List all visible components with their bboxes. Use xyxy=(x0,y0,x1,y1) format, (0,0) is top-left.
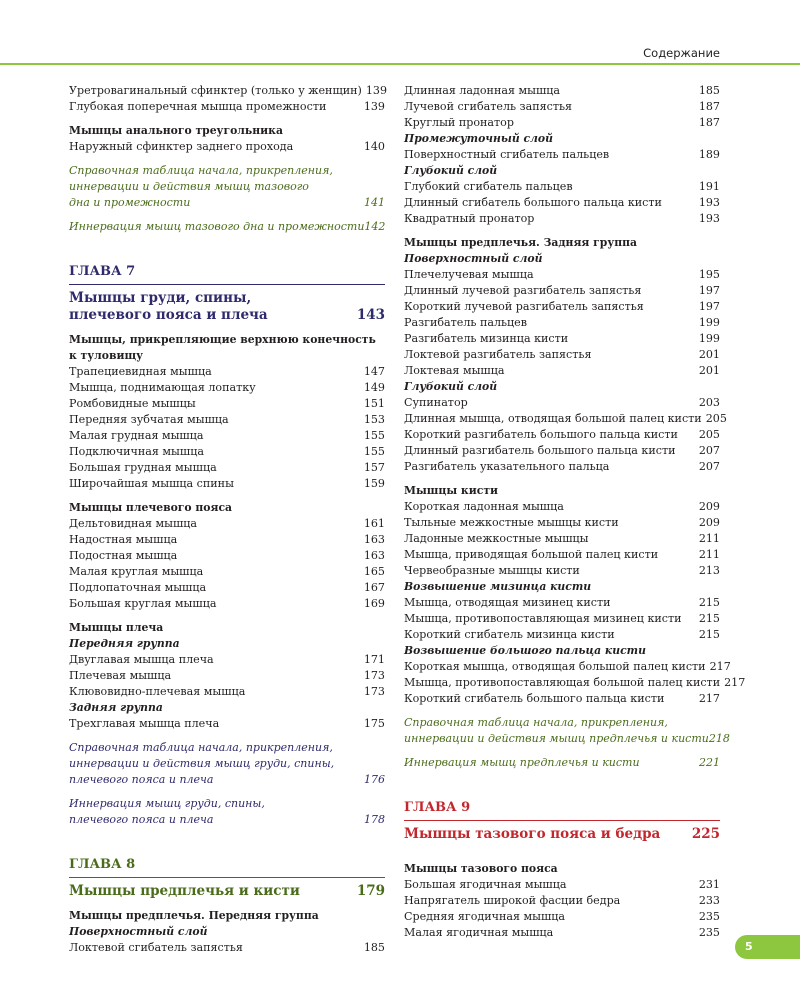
toc-entry[interactable] xyxy=(404,459,720,475)
chapter-8-title[interactable] xyxy=(69,883,385,900)
toc-entry-page: 155 xyxy=(363,429,385,443)
toc-entry-label: Ладонные межкостные мышцы xyxy=(404,532,589,545)
toc-entry[interactable] xyxy=(404,211,720,227)
subsection-anterior-group: Передняя группа xyxy=(69,637,180,651)
toc-entry[interactable] xyxy=(69,476,385,492)
subsection-hypothenar: Возвышение мизинца кисти xyxy=(404,580,592,593)
toc-entry-page: 139 xyxy=(365,84,388,97)
list-back-2 xyxy=(404,395,727,475)
toc-entry[interactable] xyxy=(69,940,385,956)
ref-line-text: Справочная таблица начала, прикрепления, xyxy=(69,741,333,755)
list-ch7-3a xyxy=(69,652,385,700)
chapter-7-rule xyxy=(69,284,385,285)
ref-line-text: плечевого пояса и плеча xyxy=(69,813,214,827)
toc-entry-page: 231 xyxy=(698,878,720,892)
toc-entry-label: Глубокая поперечная мышца промежности xyxy=(69,100,327,113)
ref-table-ch7[interactable] xyxy=(69,740,385,788)
toc-entry-page: 147 xyxy=(363,365,385,379)
toc-entry-label: Подключичная мышца xyxy=(69,445,204,459)
toc-entry-label: Глубокий сгибатель пальцев xyxy=(404,180,573,193)
toc-entry-page: 159 xyxy=(363,477,385,491)
toc-entry[interactable] xyxy=(404,563,720,579)
toc-entry-label: Ромбовидные мышцы xyxy=(69,397,196,411)
toc-entry[interactable] xyxy=(69,532,385,548)
toc-entry-label: Длинная ладонная мышца xyxy=(404,84,561,97)
toc-entry-label: Короткая мышца, отводящая большой палец кисти xyxy=(404,660,706,673)
toc-entry[interactable] xyxy=(69,516,385,532)
chapter-title-text: плечевого пояса и плеча xyxy=(69,307,268,324)
toc-entry-label: Локтевой разгибатель запястья xyxy=(404,348,592,361)
toc-entry[interactable] xyxy=(404,195,720,211)
toc-entry[interactable] xyxy=(69,684,385,700)
toc-entry-label: Передняя зубчатая мышца xyxy=(69,413,229,427)
toc-entry-page: 201 xyxy=(698,364,720,377)
chapter-8-label: ГЛАВА 8 xyxy=(69,857,136,873)
toc-entry-page: 187 xyxy=(698,100,720,113)
section-title-line: к туловищу xyxy=(69,349,144,363)
toc-entry[interactable] xyxy=(404,395,720,411)
toc-entry-page: 199 xyxy=(698,332,720,345)
toc-entry[interactable] xyxy=(404,115,720,131)
toc-entry-label: Подостная мышца xyxy=(69,549,178,563)
ref-page: 178 xyxy=(364,813,385,827)
toc-entry-page: 155 xyxy=(363,445,385,459)
list-forearm-deep xyxy=(404,179,720,227)
toc-entry-label: Тыльные межкостные мышцы кисти xyxy=(404,516,619,529)
toc-entry-page: 201 xyxy=(698,348,720,361)
toc-entry[interactable] xyxy=(69,460,385,476)
subsection-intermediate: Промежуточный слой xyxy=(404,132,553,145)
chapter-9-label: ГЛАВА 9 xyxy=(404,800,471,815)
ref-line-text: иннервации и действия мышц предплечья и кисти xyxy=(404,732,709,745)
toc-entry-page: 171 xyxy=(363,653,385,667)
toc-entry-label: Малая ягодичная мышца xyxy=(404,926,554,940)
ref-innervation-pelvic-floor[interactable] xyxy=(69,219,385,235)
toc-entry-page: 139 xyxy=(363,100,385,113)
toc-entry-page: 205 xyxy=(705,412,727,425)
toc-entry-page: 185 xyxy=(363,941,385,955)
toc-entry-label: Уретровагинальный сфинктер (только у женщин) xyxy=(69,84,362,97)
ref-line-text: иннервации и действия мышц груди, спины, xyxy=(69,757,335,771)
ref-innervation-ch8[interactable] xyxy=(404,755,720,771)
toc-entry-page: 195 xyxy=(698,268,720,281)
chapter-title-text: Мышцы тазового пояса и бедра xyxy=(404,826,661,843)
toc-entry[interactable] xyxy=(404,627,720,643)
toc-entry-label: Плечелучевая мышца xyxy=(404,268,534,281)
ref-line-text: иннервации и действия мышц тазового xyxy=(69,180,309,193)
toc-entry[interactable] xyxy=(404,283,720,299)
toc-entry-label: Двуглавая мышца плеча xyxy=(69,653,214,667)
toc-entry-label: Мышца, приводящая большой палец кисти xyxy=(404,548,659,561)
subsection-back-superficial: Поверхностный слой xyxy=(404,252,543,265)
section-forearm-back-title: Мышцы предплечья. Задняя группа xyxy=(404,236,638,249)
subsection-superficial: Поверхностный слой xyxy=(69,925,208,939)
toc-entry-page: 151 xyxy=(363,397,385,411)
toc-entry-label: Разгибатель мизинца кисти xyxy=(404,332,569,345)
toc-entry-label: Супинатор xyxy=(404,396,468,409)
chapter-9 xyxy=(404,799,720,843)
toc-entry-page: 213 xyxy=(698,564,720,577)
chapter-page: 179 xyxy=(356,883,385,900)
chapter-8 xyxy=(69,856,385,900)
toc-entry-label: Плечевая мышца xyxy=(69,669,172,683)
section-title-line: Мышцы, прикрепляющие верхнюю конечность xyxy=(69,333,376,347)
toc-entry-label: Надостная мышца xyxy=(69,533,178,547)
toc-entry-label: Клювовидно-плечевая мышца xyxy=(69,685,246,699)
toc-entry[interactable] xyxy=(404,411,727,427)
toc-entry-label: Мышца, отводящая мизинец кисти xyxy=(404,596,611,609)
toc-entry[interactable] xyxy=(404,515,720,531)
toc-entry-page: 161 xyxy=(363,517,385,531)
chapter-title-text: Мышцы груди, спины, xyxy=(69,290,252,307)
section-ch7-3-title: Мышцы плеча xyxy=(69,621,164,635)
toc-entry[interactable] xyxy=(69,364,385,380)
toc-entry-label: Локтевой сгибатель запястья xyxy=(69,941,243,955)
toc-entry-page: 235 xyxy=(698,910,720,924)
section-hand-title: Мышцы кисти xyxy=(404,484,499,497)
toc-right-column xyxy=(404,83,746,941)
section-ch8-front-title: Мышцы предплечья. Передняя группа xyxy=(69,909,319,923)
toc-left-column xyxy=(69,83,388,956)
toc-entry-page: 233 xyxy=(698,894,720,908)
toc-entry[interactable] xyxy=(69,139,385,155)
toc-entry-page: 187 xyxy=(698,116,720,129)
toc-entry-page: 189 xyxy=(698,148,720,161)
toc-entry-label: Большая грудная мышца xyxy=(69,461,217,475)
toc-entry[interactable] xyxy=(404,347,720,363)
toc-entry-label: Короткий сгибатель большого пальца кисти xyxy=(404,692,665,705)
toc-entry-page: 157 xyxy=(363,461,385,475)
toc-entry-page: 175 xyxy=(363,717,385,731)
list-ch7-3b xyxy=(69,716,385,732)
subsection-deep: Глубокий слой xyxy=(404,164,498,177)
toc-entry[interactable] xyxy=(404,267,720,283)
toc-entry-label: Малая круглая мышца xyxy=(69,565,204,579)
list-hand-1 xyxy=(404,595,720,643)
toc-entry-page: 209 xyxy=(698,500,720,513)
toc-entry-label: Длинный разгибатель большого пальца кисти xyxy=(404,444,676,457)
toc-entry[interactable] xyxy=(404,925,720,941)
ref-line-text: Справочная таблица начала, прикрепления, xyxy=(69,164,333,177)
chapter-title-text: Мышцы предплечья и кисти xyxy=(69,883,300,900)
chapter-7-title[interactable] xyxy=(69,290,385,324)
chapter-9-rule xyxy=(404,820,720,821)
toc-entry-page: 165 xyxy=(363,565,385,579)
section-pelvic-girdle-title: Мышцы тазового пояса xyxy=(404,862,558,876)
ref-innervation-ch7[interactable] xyxy=(69,796,385,828)
toc-entry[interactable] xyxy=(404,675,746,691)
toc-entry-page: 203 xyxy=(698,396,720,409)
toc-entry-page: 209 xyxy=(698,516,720,529)
toc-entry-page: 185 xyxy=(698,84,720,97)
toc-entry[interactable] xyxy=(404,893,720,909)
toc-entry-page: 169 xyxy=(363,597,385,611)
toc-entry[interactable] xyxy=(404,315,720,331)
toc-entry-label: Разгибатель указательного пальца xyxy=(404,460,610,473)
ref-page: 221 xyxy=(699,756,720,769)
toc-entry-page: 153 xyxy=(363,413,385,427)
toc-entry-page: 207 xyxy=(698,460,720,473)
toc-entry[interactable] xyxy=(404,363,720,379)
chapter-7-label: ГЛАВА 7 xyxy=(69,264,136,279)
toc-entry[interactable] xyxy=(69,99,385,115)
toc-entry-label: Подлопаточная мышца xyxy=(69,581,207,595)
toc-entry-page: 205 xyxy=(698,428,720,441)
toc-entry-label: Мышца, противопоставляющая большой палец кисти xyxy=(404,676,721,689)
toc-entry[interactable] xyxy=(404,691,720,707)
ref-line-text: дна и промежности xyxy=(69,196,191,209)
toc-entry-page: 167 xyxy=(363,581,385,595)
toc-entry[interactable] xyxy=(404,443,720,459)
toc-entry-label: Трехглавая мышца плеча xyxy=(69,717,220,731)
toc-entry-page: 163 xyxy=(363,549,385,563)
toc-entry[interactable] xyxy=(69,444,385,460)
toc-entry-page: 215 xyxy=(698,612,720,625)
toc-entry-page: 149 xyxy=(363,381,385,395)
toc-entry-label: Короткий лучевой разгибатель запястья xyxy=(404,300,644,313)
toc-entry[interactable] xyxy=(69,428,385,444)
toc-entry-page: 235 xyxy=(698,926,720,940)
toc-entry[interactable] xyxy=(69,652,385,668)
chapter-page: 143 xyxy=(356,307,385,324)
toc-entry-page: 215 xyxy=(698,628,720,641)
toc-entry-page: 217 xyxy=(709,660,731,673)
section-anal-title: Мышцы анального треугольника xyxy=(69,124,283,137)
toc-entry-label: Малая грудная мышца xyxy=(69,429,204,443)
toc-entry[interactable] xyxy=(69,668,385,684)
subsection-posterior-group: Задняя группа xyxy=(69,701,163,715)
ref-table-ch8[interactable] xyxy=(404,715,730,747)
toc-entry-label: Длинный сгибатель большого пальца кисти xyxy=(404,196,662,209)
toc-entry-label: Круглый пронатор xyxy=(404,116,514,129)
toc-entry-page: 199 xyxy=(698,316,720,329)
toc-entry-page: 197 xyxy=(698,284,720,297)
toc-entry-label: Короткий сгибатель мизинца кисти xyxy=(404,628,615,641)
toc-entry-label: Разгибатель пальцев xyxy=(404,316,527,329)
toc-entry-page: 163 xyxy=(363,533,385,547)
toc-entry-page: 140 xyxy=(363,140,385,153)
toc-entry-page: 193 xyxy=(698,212,720,225)
toc-entry[interactable] xyxy=(404,547,720,563)
page-number-badge: 5 xyxy=(735,935,800,959)
subsection-thenar: Возвышение большого пальца кисти xyxy=(404,644,646,657)
list-ch9 xyxy=(404,877,720,941)
list-forearm-a xyxy=(404,83,720,131)
list-ch7-1 xyxy=(69,364,385,492)
ref-table-pelvic-floor[interactable] xyxy=(69,163,385,211)
list-top xyxy=(69,83,388,115)
toc-entry[interactable] xyxy=(404,499,720,515)
toc-entry[interactable] xyxy=(404,611,720,627)
list-hand-2 xyxy=(404,659,746,707)
toc-entry[interactable] xyxy=(404,595,720,611)
chapter-8-rule xyxy=(69,877,385,878)
toc-entry-label: Средняя ягодичная мышца xyxy=(404,910,566,924)
toc-entry-page: 191 xyxy=(698,180,720,193)
toc-entry-label: Длинная мышца, отводящая большой палец кисти xyxy=(404,412,702,425)
toc-entry-label: Трапециевидная мышца xyxy=(69,365,212,379)
toc-entry-label: Длинный лучевой разгибатель запястья xyxy=(404,284,642,297)
chapter-9-title[interactable] xyxy=(404,826,720,843)
toc-entry[interactable] xyxy=(69,548,385,564)
toc-entry[interactable] xyxy=(69,412,385,428)
toc-entry-label: Локтевая мышца xyxy=(404,364,505,377)
toc-entry-label: Большая ягодичная мышца xyxy=(404,878,567,892)
toc-entry-label: Червеобразные мышцы кисти xyxy=(404,564,580,577)
toc-entry-label: Поверхностный сгибатель пальцев xyxy=(404,148,610,161)
toc-entry-label: Дельтовидная мышца xyxy=(69,517,198,531)
toc-entry[interactable] xyxy=(404,147,720,163)
ref-line-text: Справочная таблица начала, прикрепления, xyxy=(404,716,668,729)
toc-entry[interactable] xyxy=(404,659,731,675)
ref-page: 218 xyxy=(708,732,730,745)
subsection-back-deep: Глубокий слой xyxy=(404,380,498,393)
toc-entry-page: 215 xyxy=(698,596,720,609)
toc-entry[interactable] xyxy=(69,596,385,612)
toc-entry-label: Большая круглая мышца xyxy=(69,597,217,611)
ref-page: 176 xyxy=(364,773,385,787)
toc-entry[interactable] xyxy=(69,580,385,596)
toc-entry-label: Напрягатель широкой фасции бедра xyxy=(404,894,621,908)
running-head: Содержание xyxy=(643,46,720,60)
ref-line-text: плечевого пояса и плеча xyxy=(69,773,214,787)
toc-entry-page: 211 xyxy=(698,532,720,545)
toc-entry-page: 217 xyxy=(724,676,746,689)
toc-entry[interactable] xyxy=(404,877,720,893)
header-rule xyxy=(0,63,800,65)
chapter-7 xyxy=(69,263,385,324)
toc-entry-label: Широчайшая мышца спины xyxy=(69,477,234,491)
toc-entry-label: Наружный сфинктер заднего прохода xyxy=(69,140,294,153)
toc-entry[interactable] xyxy=(69,83,388,99)
list-hand xyxy=(404,499,720,579)
ref-line-text: Иннервация мышц груди, спины, xyxy=(69,797,265,811)
toc-entry[interactable] xyxy=(69,716,385,732)
toc-entry[interactable] xyxy=(69,396,385,412)
list-forearm-mid xyxy=(404,147,720,163)
toc-entry-label: Короткий разгибатель большого пальца кисти xyxy=(404,428,678,441)
toc-entry-page: 197 xyxy=(698,300,720,313)
toc-entry-page: 173 xyxy=(363,685,385,699)
toc-entry-page: 173 xyxy=(363,669,385,683)
section-ch7-2-title: Мышцы плечевого пояса xyxy=(69,501,233,515)
chapter-page: 225 xyxy=(691,826,720,843)
list-anal xyxy=(69,139,385,155)
toc-entry[interactable] xyxy=(404,531,720,547)
toc-entry-page: 217 xyxy=(698,692,720,705)
toc-entry-page: 207 xyxy=(698,444,720,457)
toc-entry[interactable] xyxy=(404,331,720,347)
ref-line-text: Иннервация мышц предплечья и кисти xyxy=(404,756,640,769)
toc-entry[interactable] xyxy=(404,909,720,925)
toc-entry-page: 211 xyxy=(698,548,720,561)
list-ch7-2 xyxy=(69,516,385,612)
list-back-1 xyxy=(404,267,720,379)
ref-page: 142 xyxy=(364,220,386,233)
toc-entry-page: 193 xyxy=(698,196,720,209)
toc-entry-label: Мышца, поднимающая лопатку xyxy=(69,381,256,395)
toc-entry-label: Короткая ладонная мышца xyxy=(404,500,564,513)
toc-entry[interactable] xyxy=(404,179,720,195)
ref-page: 141 xyxy=(364,196,385,209)
section-ch7-1-title xyxy=(69,332,385,364)
toc-entry[interactable] xyxy=(404,427,720,443)
toc-entry[interactable] xyxy=(404,99,720,115)
ref-line-text: Иннервация мышц тазового дна и промежности xyxy=(69,220,365,233)
toc-entry[interactable] xyxy=(69,380,385,396)
toc-entry[interactable] xyxy=(69,564,385,580)
toc-entry-label: Квадратный пронатор xyxy=(404,212,535,225)
toc-entry-label: Мышца, противопоставляющая мизинец кисти xyxy=(404,612,682,625)
list-ch8-front xyxy=(69,940,385,956)
toc-entry-label: Лучевой сгибатель запястья xyxy=(404,100,573,113)
toc-entry[interactable] xyxy=(404,83,720,99)
toc-entry[interactable] xyxy=(404,299,720,315)
